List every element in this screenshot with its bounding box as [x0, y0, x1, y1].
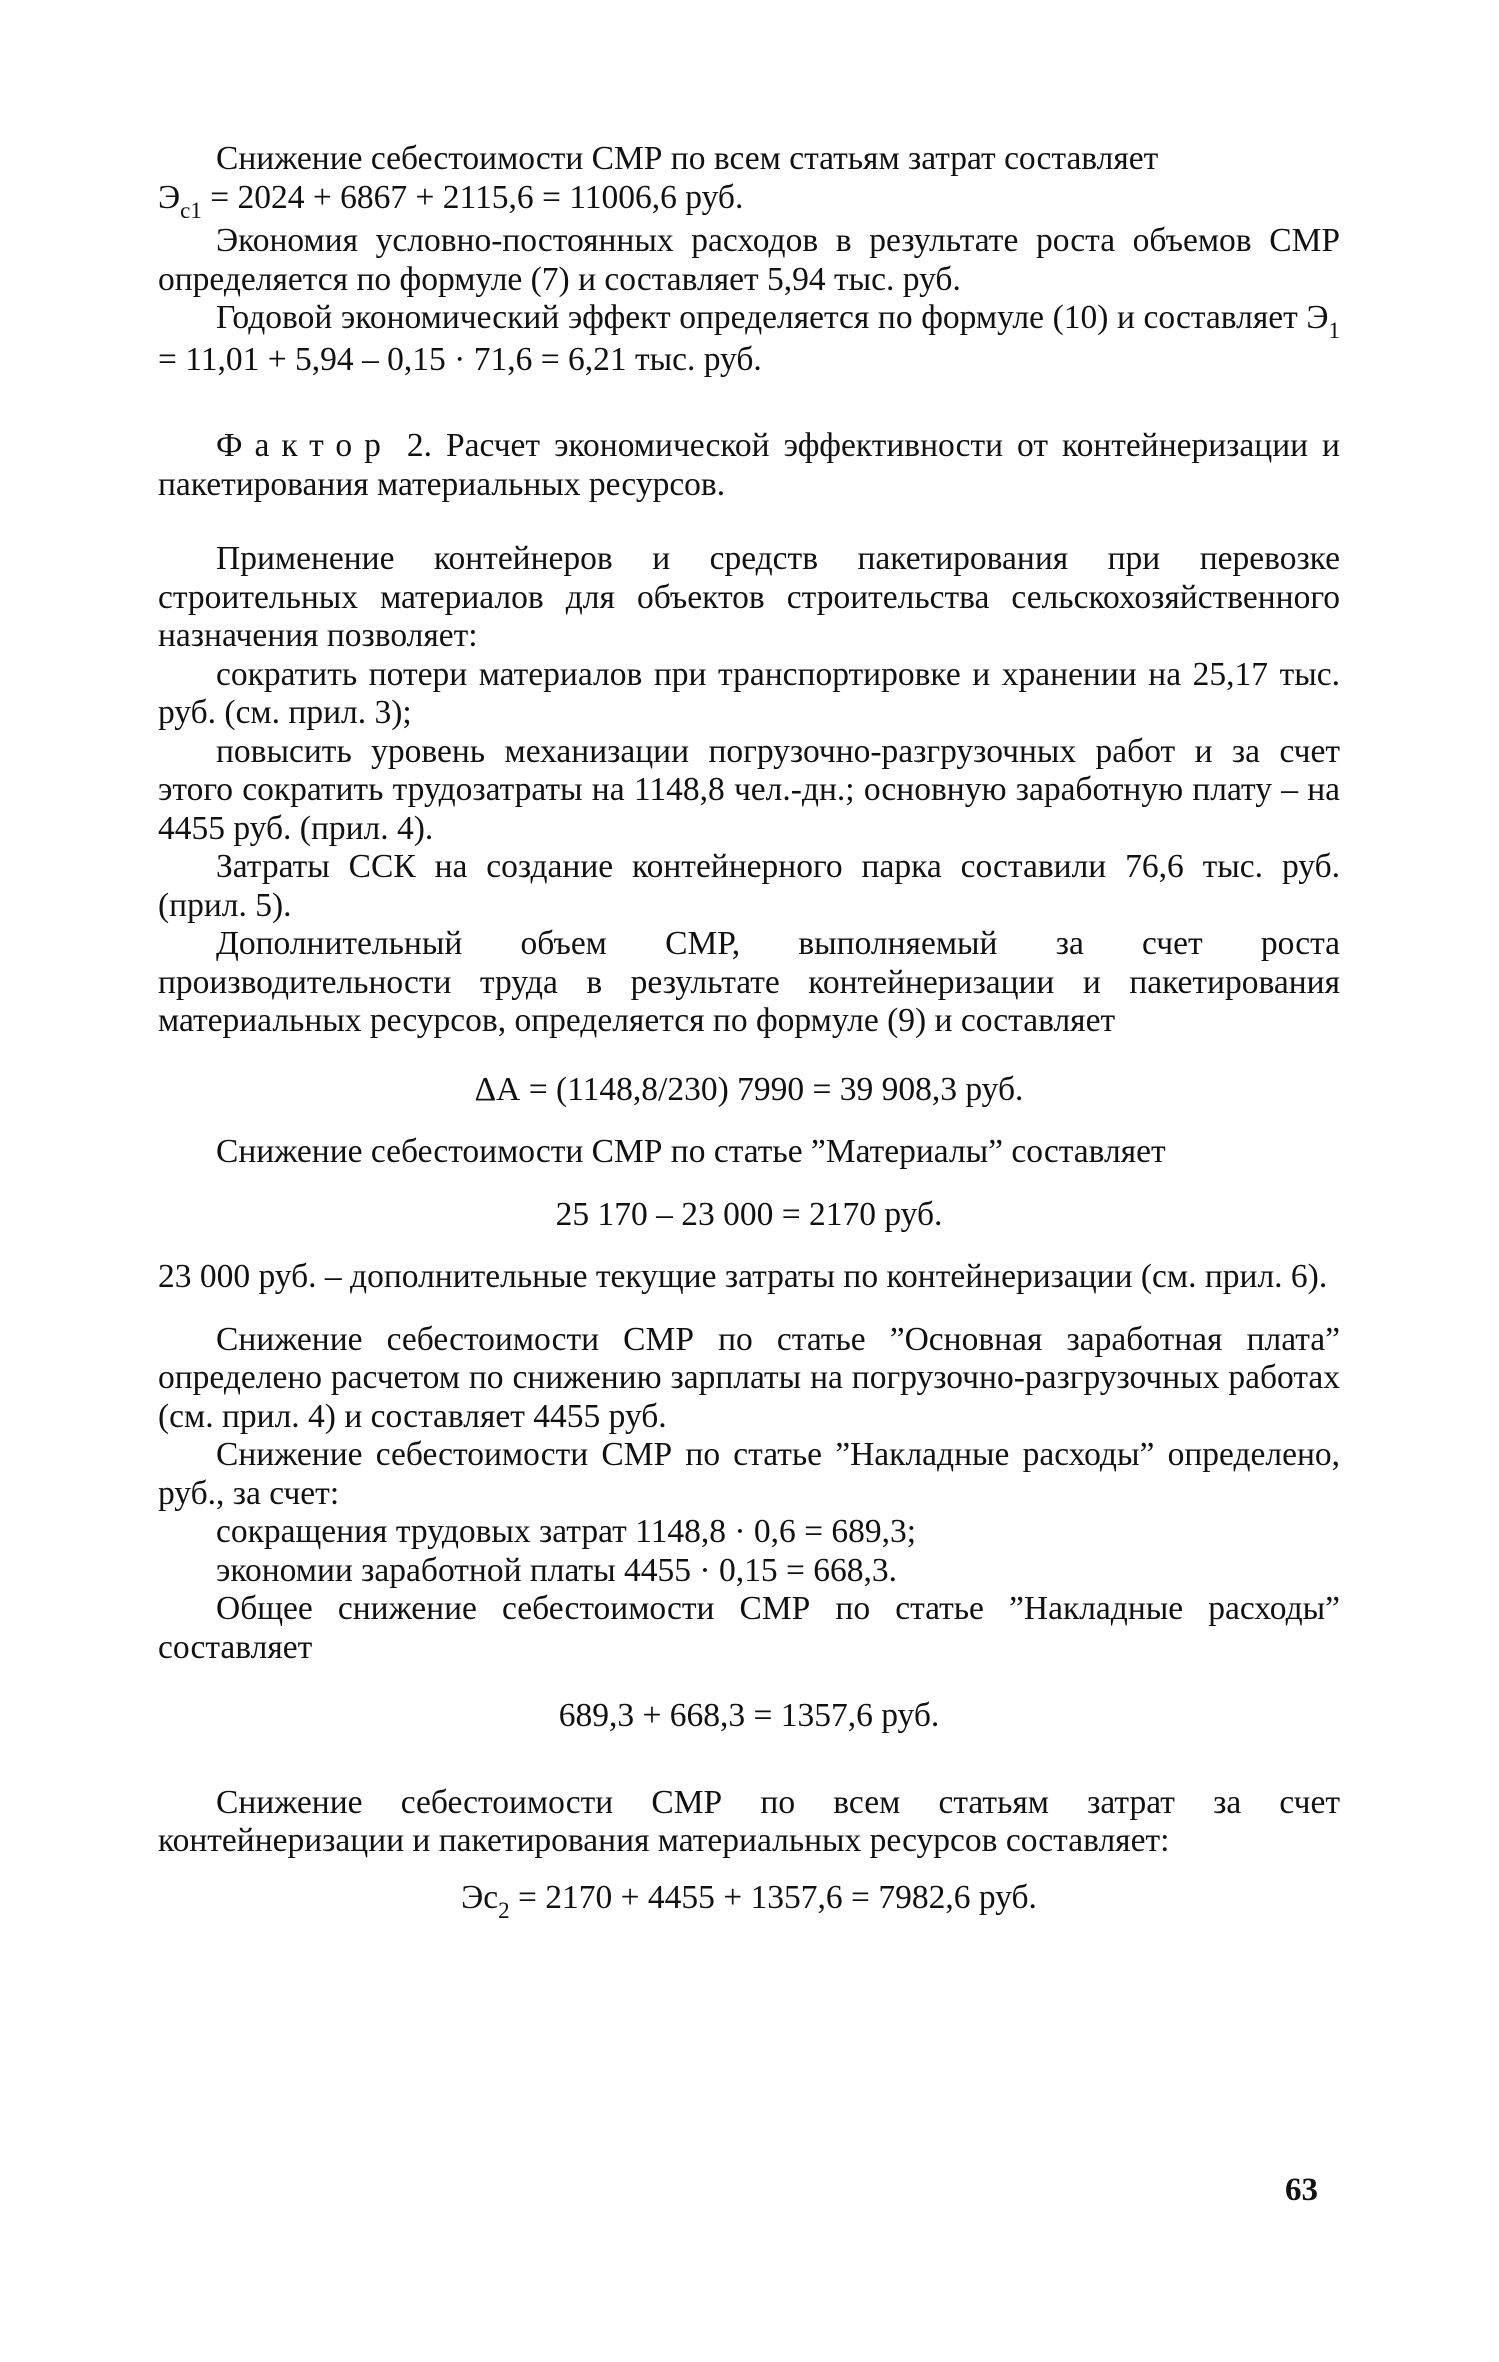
eq-symbol: Э: [158, 178, 181, 216]
paragraph-additional-volume: Дополнительный объем СМР, выполняемый за счет роста производительности труда в результате контейнеризации и пакетирования материальных ресурсов, определяется по формуле (9) и составляет: [158, 925, 1340, 1039]
paragraph-all-items: Снижение себестоимости СМР по всем статьям затрат за счет контейнеризации и пакетирования материальных ресурсов составляет:: [158, 1783, 1340, 1859]
paragraph-total-overhead: Общее снижение себестоимости СМР по статье ”Накладные расходы” составляет: [158, 1590, 1340, 1666]
eq-rest: = 2170 + 4455 + 1357,6 = 7982,6 руб.: [509, 1878, 1037, 1916]
equation-delta-a: ΔА = (1148,8/230) 7990 = 39 908,3 руб.: [474, 1070, 1024, 1108]
eq-subscript: с1: [180, 197, 202, 223]
paragraph-overhead: Снижение себестоимости СМР по статье ”Накладные расходы” определено, руб., за счет:: [158, 1436, 1340, 1512]
factor-heading: [158, 427, 1340, 504]
eq-subscript-2: 2: [498, 1897, 510, 1923]
paragraph-application: Применение контейнеров и средств пакетирования при перевозке строительных материалов для объектов строительства сельскохозяйственного назначения позволяет:: [158, 540, 1340, 654]
factor-label: Фактор: [216, 427, 393, 464]
factor-text: 2. Расчет экономической эффективности от контейнеризации и пакетирования материальных ресурсов.: [158, 427, 1340, 503]
paragraph-annual-effect: [158, 299, 1340, 379]
eq-symbol: Э: [1306, 299, 1329, 336]
eq-subscript: 1: [1328, 318, 1340, 343]
paragraph-wage-economy: экономии заработной платы 4455 · 0,15 = 668,3.: [216, 1551, 897, 1589]
eq-symbol: Э: [461, 1878, 484, 1916]
paragraph-ssk-costs: Затраты ССК на создание контейнерного парка составили 76,6 тыс. руб. (прил. 5).: [158, 848, 1340, 924]
paragraph-economy-fixed-costs: Экономия условно-постоянных расходов в результате роста объемов СМР определяется по формуле (7) и составляет 5,94 тыс. руб.: [158, 222, 1340, 298]
eq-rest: = 11,01 + 5,94 – 0,15 · 71,6 = 6,21 тыс. руб.: [158, 340, 762, 378]
eq-rest: = 2024 + 6867 + 2115,6 = 11006,6 руб.: [201, 178, 744, 216]
paragraph-wage: Снижение себестоимости СМР по статье ”Основная заработная плата” определено расчетом по снижению зарплаты на погрузочно-разгрузочных работах (см. прил. 4) и составляет 4455 руб.: [158, 1320, 1340, 1435]
eq-subscript-c: с: [483, 1878, 499, 1916]
text-body: [158, 140, 1340, 1923]
paragraph-raise-mechanization: повысить уровень механизации погрузочно-разгрузочных работ и за счет этого сократить трудозатраты на 1148,8 чел.-дн.; основную заработную плату – на 4455 руб. (прил. 4).: [158, 732, 1340, 847]
equation-ec1: [158, 179, 1340, 221]
equation-overhead: 689,3 + 668,3 = 1357,6 руб.: [558, 1697, 940, 1734]
page-number: 63: [1285, 2172, 1318, 2208]
annual-effect-text: Годовой экономический эффект определяется по формуле (10) и составляет: [216, 299, 1307, 336]
paragraph-23000: 23 000 руб. – дополнительные текущие затраты по контейнеризации (см. прил. 6).: [158, 1258, 1328, 1295]
paragraph-labor-reduction: сокращения трудовых затрат 1148,8 · 0,6 = 689,3;: [216, 1513, 917, 1550]
equation-ec2: [158, 1879, 1340, 1921]
paragraph-materials: Снижение себестоимости СМР по статье ”Материалы” составляет: [216, 1133, 1166, 1170]
equation-materials: 25 170 – 23 000 = 2170 руб.: [555, 1195, 943, 1233]
paragraph-cost-reduction: Снижение себестоимости СМР по всем статьям затрат составляет: [216, 140, 1159, 177]
paragraph-reduce-losses: сократить потери материалов при транспортировке и хранении на 25,17 тыс. руб. (см. прил. 3);: [158, 655, 1340, 731]
